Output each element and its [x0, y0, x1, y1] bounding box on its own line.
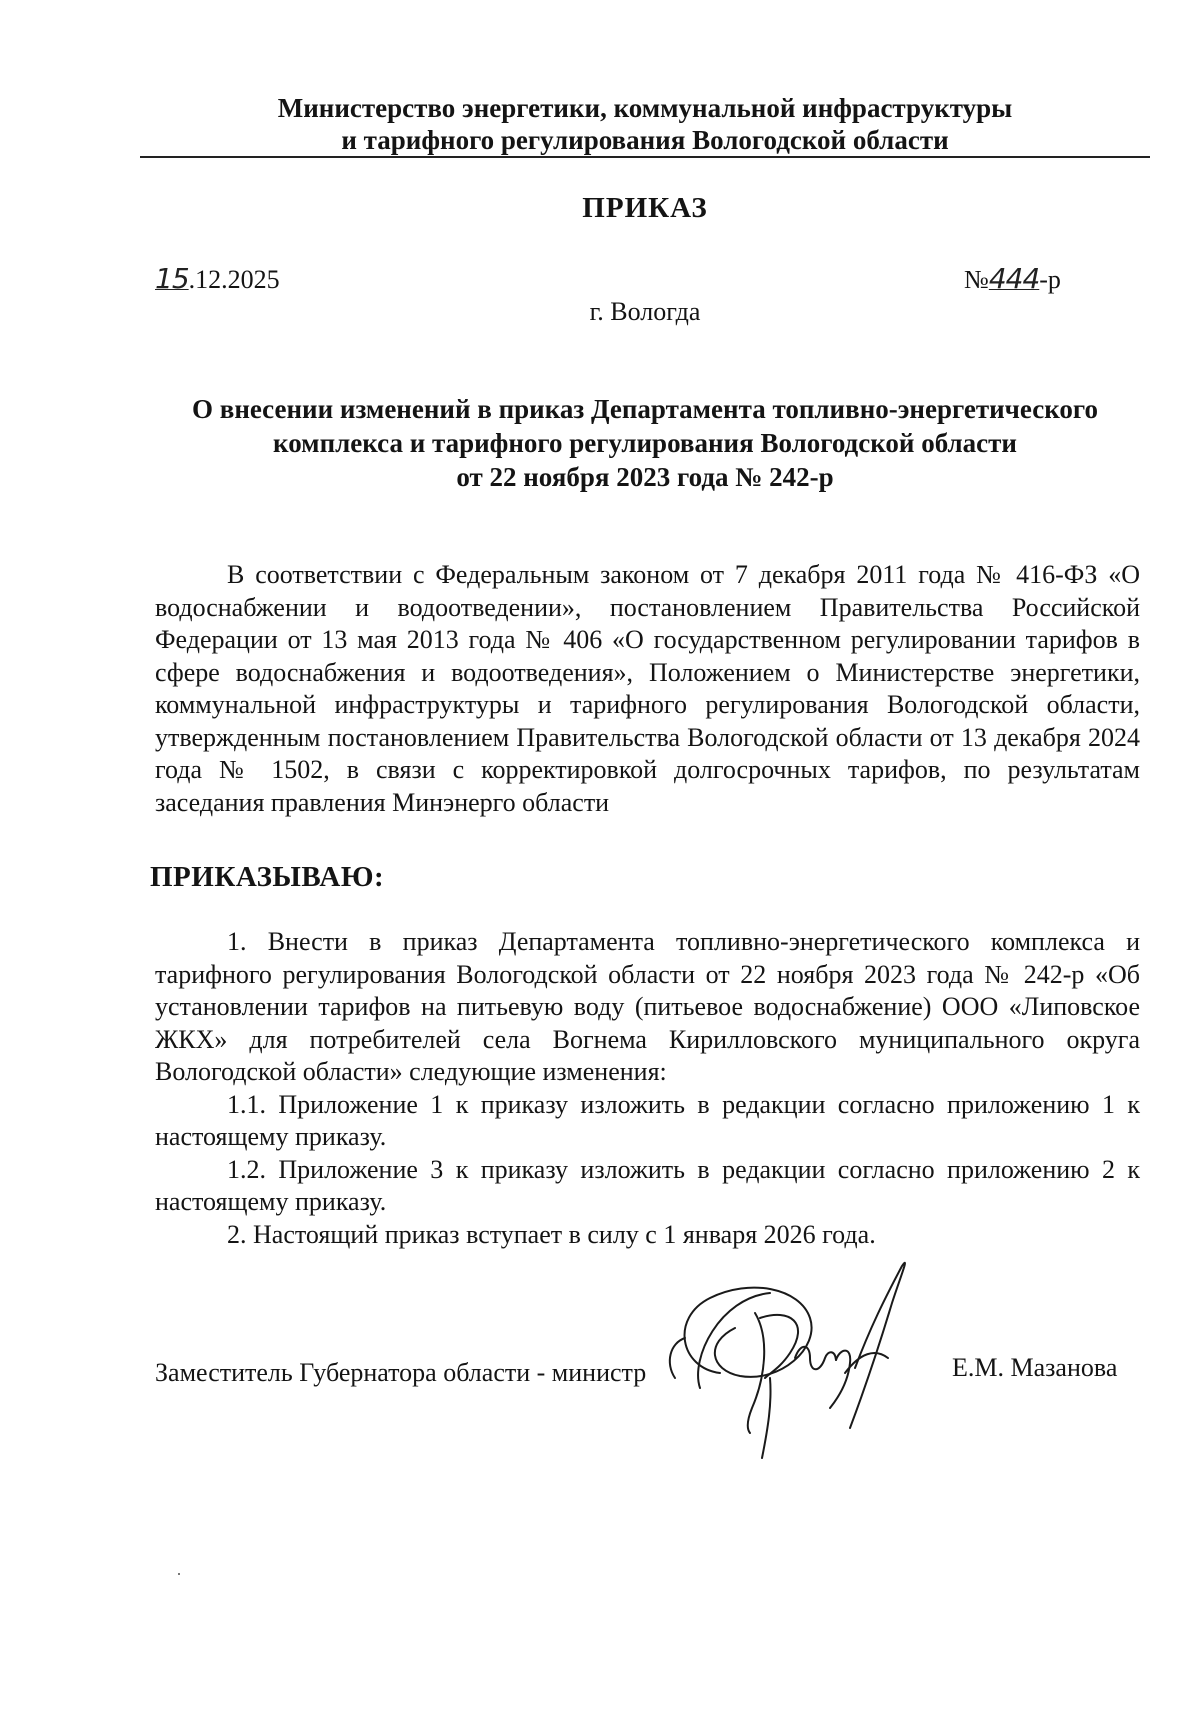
- order-number-suffix: -р: [1039, 265, 1061, 294]
- order-item-2: 2. Настоящий приказ вступает в силу с 1 января 2026 года.: [227, 1219, 876, 1249]
- order-subject-line1: О внесении изменений в приказ Департамента топливно-энергетического: [191, 394, 1098, 424]
- signatory-name: Е.М. Мазанова: [952, 1353, 1118, 1382]
- ministry-header-line2: и тарифного регулирования Вологодской области: [341, 125, 949, 155]
- order-items: [155, 926, 1140, 1251]
- order-item-1: 1. Внести в приказ Департамента топливно-энергетического комплекса и тарифного регулирования Вологодской области от 22 ноября 2023 года № 242-р «Об установлении тарифов на питьевую воду (питьевое водоснабжение) ООО «Липовское ЖКХ» для потребителей села Вогнема Кирилловского муниципального округа Вологодской области» следующие изменения:: [155, 927, 1140, 1086]
- order-date-rest: .12.2025: [188, 265, 280, 294]
- ministry-header-line1: Министерство энергетики, коммунальной инфраструктуры: [277, 93, 1013, 123]
- order-word: ПРИКАЗЫВАЮ:: [150, 861, 385, 893]
- scan-speck: [178, 1573, 180, 1575]
- preamble-paragraph: В соответствии с Федеральным законом от 7 декабря 2011 года № 416-ФЗ «О водоснабжении и водоотведении», постановлением Правительства Российской Федерации от 13 мая 2013 года № 406 «О государственном регулировании тарифов в сфере водоснабжения и водоотведения», Положением о Министерстве энергетики, коммунальной инфраструктуры и тарифного регулирования Вологодской области, утвержденным постановлением Правительства Вологодской области от 13 декабря 2024 года № 1502, в связи с корректировкой долгосрочных тарифов, по результатам заседания правления Минэнерго области: [155, 560, 1140, 817]
- ministry-header: [140, 92, 1150, 156]
- signatory-position: Заместитель Губернатора области - министр: [155, 1358, 647, 1387]
- order-date: [155, 262, 280, 295]
- order-number-handwritten: 444: [988, 262, 1040, 295]
- order-number-prefix: №: [964, 265, 989, 294]
- header-rule: [140, 156, 1150, 158]
- order-item-1-2: 1.2. Приложение 3 к приказу изложить в редакции согласно приложению 2 к настоящему приказу.: [155, 1154, 1140, 1216]
- order-date-day-handwritten: 15: [155, 262, 189, 295]
- order-subject-line3: от 22 ноября 2023 года № 242-р: [456, 462, 834, 492]
- document-type-title: ПРИКАЗ: [582, 192, 708, 224]
- order-item-1-1: 1.1. Приложение 1 к приказу изложить в редакции согласно приложению 1 к настоящему приказу.: [155, 1089, 1140, 1151]
- handwritten-signature: [660, 1258, 940, 1468]
- city: г. Вологда: [589, 297, 701, 326]
- order-number: [964, 262, 1061, 295]
- order-subject: [150, 392, 1140, 494]
- order-subject-line2: комплекса и тарифного регулирования Вологодской области: [273, 428, 1017, 458]
